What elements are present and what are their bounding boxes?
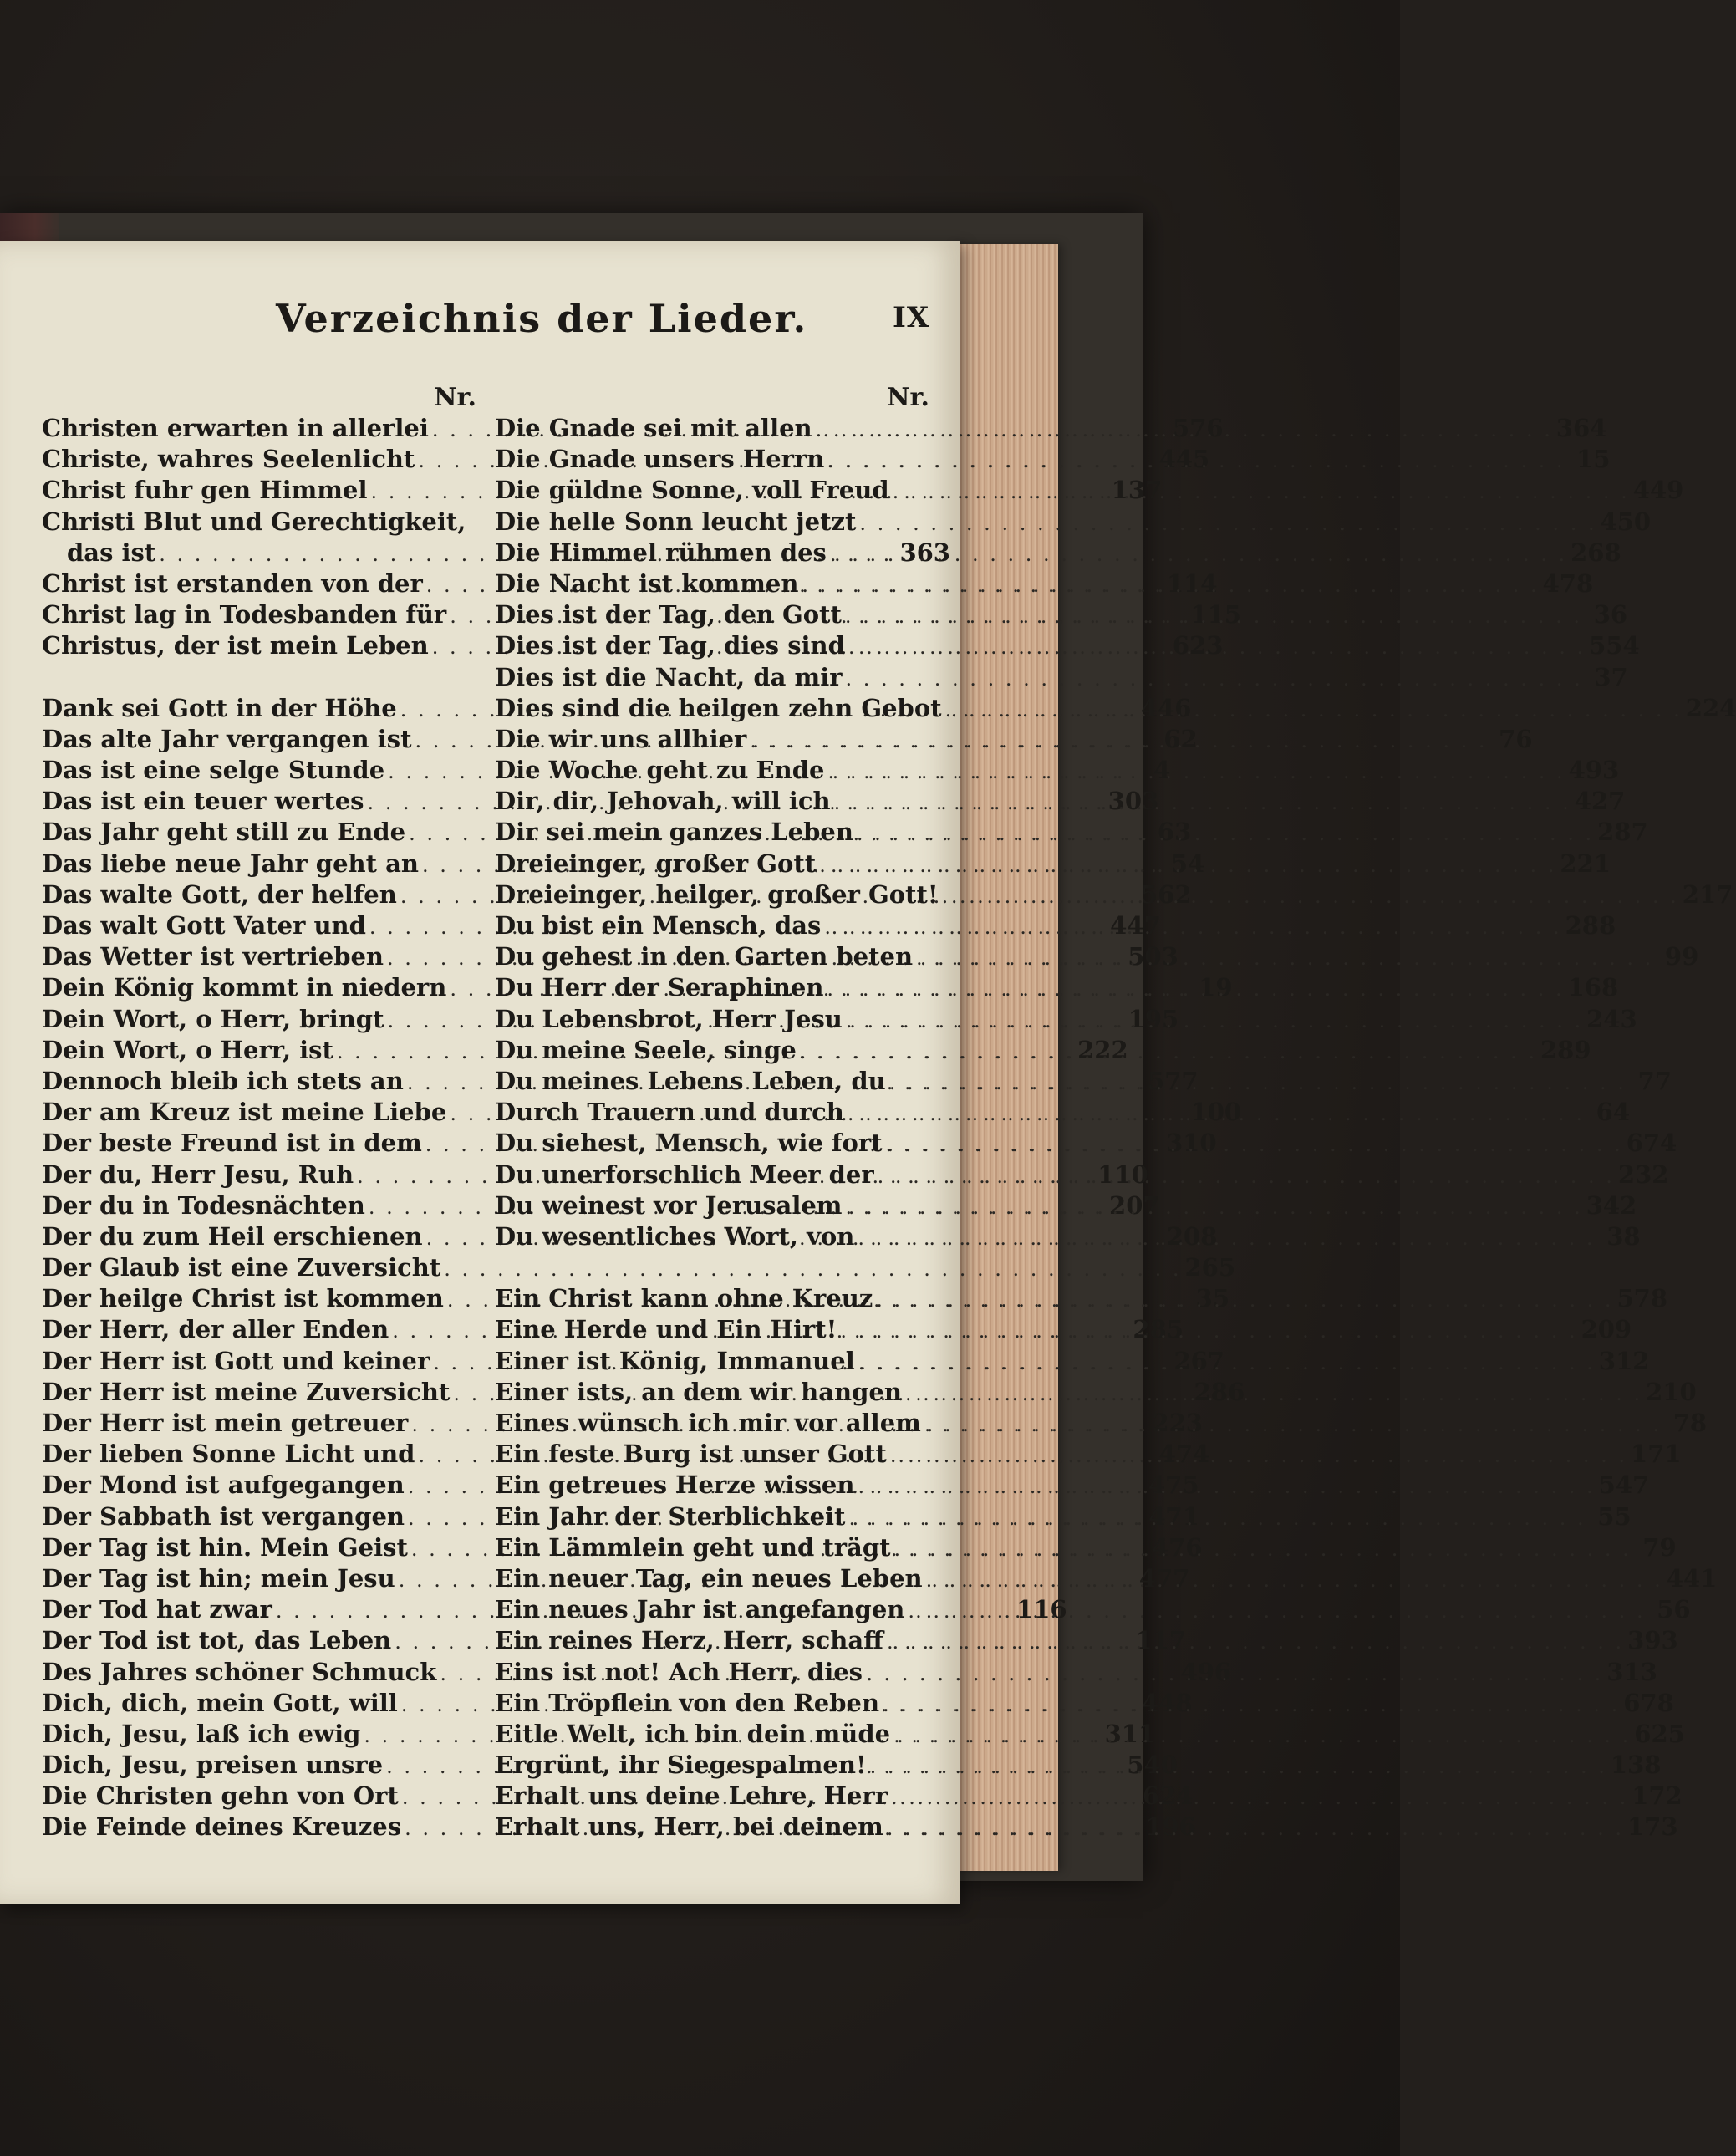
hymn-title: Das walt Gott Vater und [42, 911, 366, 940]
hymn-title: Das liebe neue Jahr geht an [42, 849, 419, 878]
hymn-number: 471 [1148, 1501, 1199, 1531]
hymn-number: 4 [1153, 756, 1171, 785]
hymn-title: Dich, Jesu, preisen unsre [42, 1751, 384, 1780]
hymn-number: 445 [1158, 445, 1210, 474]
hymn-title: Dein Wort, o Herr, ist [42, 1035, 333, 1064]
hymn-title: Der Herr, der aller Enden [42, 1315, 389, 1344]
hymn-number: 77 [1637, 1066, 1672, 1095]
hymn-title: Die güldne Sonne, voll Freud [495, 476, 889, 505]
hymn-number: 115 [1190, 600, 1241, 629]
hymn-number: 674 [1626, 1129, 1677, 1158]
leader-dots [842, 604, 1586, 628]
hymn-number: 441 [1666, 1563, 1718, 1593]
hymn-title: Der beste Freund ist in dem [42, 1129, 422, 1158]
hymn-number: 265 [1184, 1253, 1236, 1282]
hymn-number: 62 [1163, 724, 1198, 753]
hymn-number: 232 [1617, 1160, 1669, 1189]
hymn-number: 78 [1672, 1409, 1708, 1437]
hymn-title: Christ lag in Todesbanden für [42, 600, 447, 629]
hymn-number: 448 [1141, 1688, 1193, 1717]
hymn-number: 19 [1199, 973, 1233, 1002]
hymn-title: Der du zum Heil erschienen [42, 1221, 423, 1251]
hymn-number: 209 [1581, 1315, 1632, 1344]
hymn-title: Die Gnade sei mit allen [495, 414, 812, 442]
hymn-title: Christe, wahres Seelenlicht [42, 445, 415, 474]
hymn-title: Ein Lämmlein geht und trägt [495, 1532, 891, 1562]
leader-dots [824, 760, 1568, 783]
hymn-number: 224 [1685, 693, 1736, 722]
hymn-number: 312 [1598, 1346, 1650, 1375]
hymn-number: 496 [1180, 1657, 1232, 1686]
hymn-title: Ergrünt, ihr Siegespalmen! [495, 1751, 867, 1780]
hymn-title: Die Feinde deines Kreuzes [42, 1812, 402, 1842]
hymn-title: Du siehest, Mensch, wie fort [495, 1129, 883, 1158]
hymn-number: 475 [1148, 1470, 1199, 1500]
hymn-number: 171 [1631, 1440, 1682, 1469]
hymn-title: Ein Jahr der Sterblichkeit [495, 1501, 846, 1531]
hymn-title: Der Tod hat zwar [42, 1595, 272, 1624]
hymn-title: Das alte Jahr vergangen ist [42, 724, 412, 753]
hymn-number: 56 [1657, 1595, 1691, 1624]
page-number: IX [893, 301, 930, 334]
hymn-title: Dich, dich, mein Gott, will [42, 1688, 398, 1717]
hymn-number: 287 [1597, 818, 1648, 847]
leader-dots [904, 1599, 1648, 1623]
hymn-number: 310 [1165, 1129, 1217, 1158]
hymn-title: Die wir uns allhier [495, 724, 747, 753]
hymn-title: Die Nacht ist kommen [495, 568, 799, 598]
hymn-number: 207 [1109, 1190, 1160, 1220]
leader-dots [921, 1413, 1665, 1436]
hymn-title: Eine Herde und Ein Hirt! [495, 1315, 837, 1344]
leader-dots [856, 512, 1600, 535]
hymn-number: 624 [1143, 1781, 1194, 1811]
hymn-title: Dies sind die heilgen zehn Gebot [495, 693, 942, 722]
hymn-number: 625 [1634, 1719, 1685, 1748]
hymn-title: Ein feste Burg ist unser Gott [495, 1440, 887, 1469]
hymn-title: Der am Kreuz ist meine Liebe [42, 1098, 447, 1127]
hymn-title: Eines wünsch ich mir vor allem [495, 1409, 921, 1437]
hymn-title: Dreieinger, großer Gott [495, 849, 817, 878]
hymn-number: 478 [1542, 568, 1594, 598]
hymn-number: 313 [1606, 1657, 1657, 1686]
hymn-number: 474 [1158, 1440, 1210, 1469]
hymn-number: 578 [1616, 1284, 1668, 1313]
hymn-title: Christi Blut und Gerechtigkeit, [42, 507, 466, 536]
hymn-number: 342 [1586, 1190, 1637, 1220]
hymn-title: Der du, Herr Jesu, Ruh [42, 1160, 354, 1189]
hymn-title: Christ ist erstanden von der [42, 568, 423, 598]
leader-dots [890, 1724, 1634, 1747]
hymn-title: Ein neues Jahr ist angefangen [495, 1595, 905, 1624]
hymn-number: 138 [1610, 1751, 1662, 1780]
index-entry [495, 538, 1621, 569]
index-entry [495, 507, 1652, 538]
hymn-title: Des Jahres schöner Schmuck [42, 1657, 437, 1686]
hymn-title: Christ fuhr gen Himmel [42, 476, 368, 505]
leader-dots [889, 480, 1633, 503]
leader-dots [845, 1506, 1589, 1530]
leader-dots [873, 1288, 1616, 1312]
hymn-number: 100 [1190, 1098, 1242, 1127]
hymn-title: Der Tod ist tot, das Leben [42, 1626, 392, 1655]
hymn-number: 577 [1148, 1066, 1199, 1095]
hymn-title: Dennoch bleib ich stets an [42, 1066, 404, 1095]
hymn-number: 450 [1600, 507, 1652, 536]
hymn-number: 267 [1173, 1346, 1224, 1375]
leader-dots [824, 449, 1568, 472]
hymn-number: 678 [1623, 1688, 1674, 1717]
index-entry [42, 507, 476, 538]
hymn-title: Einer ists, an dem wir hangen [495, 1377, 902, 1406]
leader-dots [888, 1786, 1632, 1809]
hymn-title: Der Herr ist mein getreuer [42, 1409, 409, 1437]
section-gap [42, 663, 476, 694]
hymn-number: 196 [1145, 1812, 1196, 1842]
hymn-title: Der Glaub ist eine Zuversicht [42, 1253, 441, 1282]
leader-dots [816, 854, 1560, 877]
hymn-title: Eitle Welt, ich bin dein müde [495, 1719, 891, 1748]
hymn-number: 15 [1576, 445, 1611, 474]
hymn-number: 110 [1097, 1160, 1148, 1189]
leader-dots [831, 791, 1575, 814]
column-header-number: Nr. [434, 383, 476, 412]
hymn-title: Der Mond ist aufgegangen [42, 1470, 405, 1500]
hymn-title: Dich, Jesu, laß ich ewig [42, 1719, 361, 1748]
hymn-title: Du Herr der Seraphinen [495, 973, 824, 1002]
hymn-title: Dir sei mein ganzes Leben [495, 818, 853, 847]
hymn-number: 222 [1077, 1035, 1128, 1064]
hymn-title: Du gehest in den Garten beten [495, 942, 914, 971]
hymn-number: 114 [1166, 568, 1218, 598]
page-title: Verzeichnis der Lieder. [276, 296, 808, 341]
leader-dots [874, 1165, 1618, 1188]
leader-dots [867, 1755, 1611, 1778]
leader-dots [844, 1102, 1588, 1125]
hymn-title: Die Himmel rühmen des [495, 538, 827, 567]
section-gap [495, 1253, 929, 1284]
hymn-number: 562 [1141, 879, 1192, 909]
hymn-number: 79 [1642, 1532, 1677, 1562]
index-entry [42, 1253, 1236, 1284]
hymn-title: Ein getreues Herze wissen [495, 1470, 855, 1500]
index-entry [495, 756, 1620, 787]
leader-dots [843, 1009, 1586, 1032]
hymn-number: 173 [1627, 1812, 1678, 1842]
leader-dots [845, 635, 1589, 659]
hymn-title: Du meines Lebens Leben, du [495, 1066, 886, 1095]
hymn-number: 623 [1172, 631, 1224, 660]
leader-dots [855, 1351, 1599, 1374]
hymn-number: 285 [1133, 1315, 1184, 1344]
hymn-title: Erhalt uns deine Lehre, Herr [495, 1781, 888, 1811]
hymn-title: Dir, dir, Jehovah, will ich [495, 787, 831, 816]
hymn-title: Du meine Seele, singe [495, 1035, 797, 1064]
hymn-title: das ist [67, 538, 156, 567]
leader-dots [843, 1195, 1586, 1219]
hymn-number: 217 [1682, 879, 1733, 909]
leader-dots [883, 1630, 1627, 1654]
hymn-number: 99 [1664, 942, 1699, 971]
hymn-number: 476 [1152, 1532, 1203, 1562]
leader-dots [798, 573, 1542, 597]
hymn-number: 64 [1596, 1098, 1631, 1127]
hymn-number: 117 [1135, 1626, 1186, 1655]
hymn-title: Du Lebensbrot, Herr Jesu [495, 1004, 843, 1033]
hymn-number: 576 [1173, 414, 1224, 442]
hymn-number: 303 [1107, 787, 1159, 816]
leader-dots [883, 1817, 1627, 1840]
hymn-number: 447 [1110, 911, 1161, 940]
leader-dots [883, 1133, 1627, 1156]
hymn-title: Ein neuer Tag, ein neues Leben [495, 1563, 923, 1593]
hymn-title: Ein reines Herz, Herr, schaff [495, 1626, 883, 1655]
hymn-number: 116 [1016, 1595, 1067, 1624]
hymn-title: Die helle Sonn leucht jetzt [495, 507, 857, 536]
hymn-title: Die Gnade unsers Herrn [495, 445, 825, 474]
hymn-number: 172 [1632, 1781, 1683, 1811]
hymn-title: Eins ist not! Ach Herr, dies [495, 1657, 863, 1686]
hymn-number: 540 [1127, 1751, 1178, 1780]
leader-dots [837, 1319, 1581, 1343]
hymn-title: Der du in Todesnächten [42, 1190, 365, 1220]
hymn-title: Die Christen gehn von Ort [42, 1781, 399, 1811]
leader-dots [886, 1071, 1630, 1094]
index-entry [495, 662, 1628, 694]
leader-dots [942, 698, 1686, 721]
leader-dots [812, 418, 1556, 441]
hymn-title: Dank sei Gott in der Höhe [42, 693, 397, 722]
leader-dots [854, 1226, 1598, 1250]
leader-dots [853, 822, 1597, 845]
leader-dots [797, 1040, 1540, 1063]
hymn-number: 55 [1597, 1501, 1632, 1531]
hymn-number: 493 [1568, 756, 1620, 785]
hymn-number: 54 [1170, 849, 1205, 878]
hymn-number: 195 [1128, 1004, 1179, 1033]
hymn-number: 286 [1194, 1377, 1245, 1406]
leader-dots [827, 543, 1571, 566]
hymn-title: Der Tag ist hin. Mein Geist [42, 1532, 408, 1562]
hymn-title: Ein Tröpflein von den Reben [495, 1688, 880, 1717]
hymn-number: 35 [1195, 1284, 1230, 1313]
hymn-number: 268 [1571, 538, 1621, 567]
hymn-title: Durch Trauern und durch [495, 1098, 844, 1127]
hymn-number: 76 [1499, 724, 1533, 753]
leader-dots [823, 977, 1567, 1001]
hymn-title: Du bist ein Mensch, das [495, 911, 822, 940]
hymn-number: 547 [1598, 1470, 1650, 1500]
column-header-number: Nr. [887, 383, 929, 412]
hymn-number: 393 [1627, 1626, 1678, 1655]
hymn-title: Du wesentliches Wort, von [495, 1221, 855, 1251]
hymn-title: Das ist eine selge Stunde [42, 756, 385, 785]
hymn-title: Der Tag ist hin; mein Jesu [42, 1563, 395, 1593]
leader-dots [863, 1662, 1606, 1685]
hymn-title: Der Herr ist Gott und keiner [42, 1346, 430, 1375]
hymn-number: 477 [1138, 1563, 1190, 1593]
leader-dots [902, 1382, 1646, 1405]
hymn-number: 449 [1632, 476, 1684, 505]
hymn-title: Dies ist der Tag, dies sind [495, 631, 845, 660]
hymn-number: 554 [1589, 631, 1640, 660]
hymn-title: Dein König kommt in niedern [42, 973, 447, 1002]
hymn-number: 363 [899, 538, 950, 567]
hymn-number: 223 [1152, 1409, 1204, 1437]
leader-dots [913, 946, 1657, 970]
hymn-number: 446 [1140, 693, 1192, 722]
hymn-number: 210 [1646, 1377, 1697, 1406]
hymn-number: 137 [1111, 476, 1163, 505]
hymn-number: 503 [1128, 942, 1179, 971]
hymn-number: 37 [1594, 662, 1628, 691]
hymn-number: 36 [1593, 600, 1628, 629]
hymn-title: Das Wetter ist vertrieben [42, 942, 384, 971]
hymn-title: Christen erwarten in allerlei [42, 414, 429, 442]
hymn-number: 427 [1574, 787, 1626, 816]
hymn-title: Dies ist die Nacht, da mir [495, 662, 843, 691]
leader-dots [746, 729, 1490, 752]
hymn-number: 168 [1567, 973, 1619, 1002]
hymn-title: Das Jahr geht still zu Ende [42, 818, 406, 847]
leader-dots [939, 884, 1683, 908]
hymn-number: 311 [1104, 1719, 1156, 1748]
hymn-title: Einer ist König, Immanuel [495, 1346, 855, 1375]
leader-dots [923, 1568, 1667, 1592]
hymn-title: Das walte Gott, der helfen [42, 879, 397, 909]
hymn-title: Der Herr ist meine Zuversicht [42, 1377, 451, 1406]
leader-dots [879, 1693, 1623, 1716]
hymn-title: Du weinest vor Jerusalem [495, 1190, 843, 1220]
hymn-title: Christus, der ist mein Leben [42, 631, 429, 660]
leader-dots [891, 1537, 1635, 1561]
page-header [0, 296, 960, 346]
hymn-title: Du unerforschlich Meer der [495, 1160, 874, 1189]
leader-dots [854, 1475, 1598, 1498]
hymn-title: Erhalt uns, Herr, bei deinem [495, 1812, 883, 1842]
hymn-number: 208 [1166, 1221, 1218, 1251]
leader-dots [821, 915, 1565, 939]
hymn-number: 364 [1555, 414, 1607, 442]
hymn-title: Dreieinger, heilger, großer Gott! [495, 879, 939, 909]
hymn-title: Der lieben Sonne Licht und [42, 1440, 415, 1469]
hymn-title: Dein Wort, o Herr, bringt [42, 1004, 384, 1033]
hymn-title: Ein Christ kann ohne Kreuz [495, 1284, 873, 1313]
hymn-number: 63 [1157, 818, 1192, 847]
hymn-number: 38 [1606, 1221, 1641, 1251]
hymn-title: Der heilge Christ ist kommen [42, 1284, 444, 1313]
hymn-title: Das ist ein teuer wertes [42, 787, 364, 816]
leader-dots [843, 667, 1586, 691]
leader-dots [887, 1444, 1631, 1467]
hymn-number: 221 [1560, 849, 1611, 878]
hymn-number: 243 [1586, 1004, 1637, 1033]
hymn-title: Dies ist der Tag, den Gott [495, 600, 842, 629]
hymn-title: Der Sabbath ist vergangen [42, 1501, 405, 1531]
hymn-title: Die Woche geht zu Ende [495, 756, 825, 785]
hymn-number: 289 [1540, 1035, 1591, 1064]
hymn-number: 288 [1565, 911, 1616, 940]
